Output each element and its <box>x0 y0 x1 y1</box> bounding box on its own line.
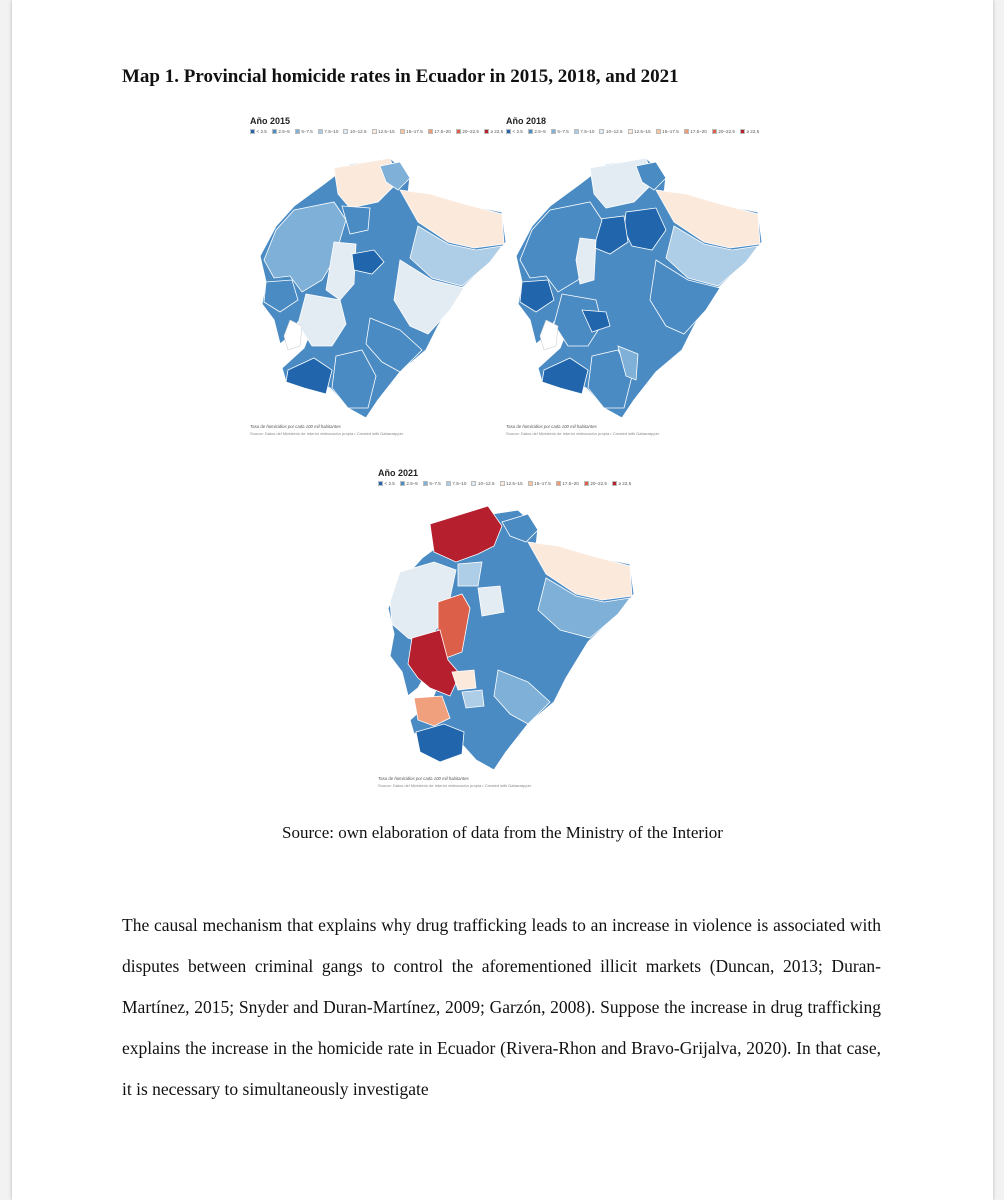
legend-swatch <box>428 129 433 134</box>
legend-swatch <box>628 129 633 134</box>
document-page <box>12 0 993 1200</box>
legend-item <box>343 129 366 134</box>
map-legend <box>506 129 768 134</box>
map-2015 <box>250 116 510 456</box>
province-loja <box>416 724 464 762</box>
legend-item <box>628 129 651 134</box>
legend-label: 20–22.5 <box>462 129 479 134</box>
legend-label: 10–12.5 <box>349 129 367 134</box>
legend-label: 2.5–5 <box>278 129 290 134</box>
legend-swatch <box>528 481 533 486</box>
map-note: Tasa de homicidios por cada 100 mil habitantes <box>250 424 341 429</box>
map-note: Tasa de homicidios por cada 100 mil habitantes <box>378 776 469 781</box>
legend-item <box>584 481 607 486</box>
legend-label: 15–17.5 <box>662 129 679 134</box>
legend-label: 20–22.5 <box>590 481 607 486</box>
legend-item <box>506 129 523 134</box>
legend-item <box>318 129 339 134</box>
legend-label: 7.5–10 <box>580 129 595 134</box>
legend-item <box>574 129 595 134</box>
map-legend <box>378 481 640 486</box>
legend-item <box>400 481 418 486</box>
legend-swatch <box>506 129 511 134</box>
legend-item <box>528 129 546 134</box>
legend-item <box>250 129 267 134</box>
map-title: Año 2021 <box>378 468 419 478</box>
legend-swatch <box>656 129 661 134</box>
ecuador-province-map <box>250 150 510 422</box>
map-note: Tasa de homicidios por cada 100 mil habitantes <box>506 424 597 429</box>
legend-item <box>400 129 423 134</box>
legend-item <box>295 129 313 134</box>
legend-label: 5–7.5 <box>557 129 569 134</box>
legend-item <box>528 481 551 486</box>
legend-swatch <box>712 129 717 134</box>
legend-swatch <box>400 481 405 486</box>
legend-item <box>740 129 759 134</box>
legend-swatch <box>574 129 579 134</box>
legend-swatch <box>295 129 300 134</box>
legend-swatch <box>551 129 556 134</box>
body-paragraph: The causal mechanism that explains why drug trafficking leads to an increase in violence is associated with disputes between criminal gangs to control the aforementioned illicit markets (Duncan, 2013; Duran-Martínez, 2015; Snyder and Duran-Martínez, 2009; Garzón, 2008). Suppose the increase in drug trafficking explains the increase in the homicide rate in Ecuador (Rivera-Rhon and Bravo-Grijalva, 2020). In that case, it is necessary to simultaneously investigate <box>122 915 881 1099</box>
ecuador-province-map <box>378 502 638 774</box>
legend-label: < 2.5 <box>384 481 395 486</box>
map-2021 <box>378 468 638 808</box>
legend-item <box>484 129 503 134</box>
legend-label: 12.5–15 <box>634 129 651 134</box>
legend-item <box>423 481 441 486</box>
legend-label: 7.5–10 <box>324 129 339 134</box>
province-cotopaxi <box>478 586 504 616</box>
legend-label: ≥ 22.5 <box>618 481 632 486</box>
province-canar <box>462 690 484 708</box>
legend-swatch <box>423 481 428 486</box>
legend-label: 2.5–5 <box>406 481 418 486</box>
legend-item <box>471 481 494 486</box>
legend-swatch <box>250 129 255 134</box>
legend-swatch <box>612 481 617 486</box>
legend-swatch <box>343 129 348 134</box>
legend-swatch <box>500 481 505 486</box>
legend-item <box>500 481 523 486</box>
map-title: Año 2015 <box>250 116 291 126</box>
legend-label: 17.5–20 <box>690 129 707 134</box>
legend-swatch <box>556 481 561 486</box>
legend-label: 7.5–10 <box>452 481 467 486</box>
legend-swatch <box>471 481 476 486</box>
legend-swatch <box>446 481 451 486</box>
legend-item <box>712 129 735 134</box>
legend-label: 10–12.5 <box>477 481 495 486</box>
legend-label: ≥ 22.5 <box>490 129 504 134</box>
legend-label: 5–7.5 <box>429 481 441 486</box>
legend-item <box>656 129 679 134</box>
legend-swatch <box>456 129 461 134</box>
legend-swatch <box>528 129 533 134</box>
legend-swatch <box>272 129 277 134</box>
map-title: Año 2018 <box>506 116 547 126</box>
legend-item <box>612 481 631 486</box>
legend-label: 20–22.5 <box>718 129 735 134</box>
legend-item <box>446 481 467 486</box>
ecuador-province-map <box>506 150 766 422</box>
figure-caption: Source: own elaboration of data from the Ministry of the Interior <box>282 823 723 842</box>
legend-item <box>428 129 451 134</box>
legend-item <box>556 481 579 486</box>
legend-swatch <box>684 129 689 134</box>
legend-label: 12.5–15 <box>378 129 395 134</box>
figure-heading: Map 1. Provincial homicide rates in Ecuador in 2015, 2018, and 2021 <box>122 66 679 87</box>
legend-label: ≥ 22.5 <box>746 129 760 134</box>
legend-label: < 2.5 <box>256 129 267 134</box>
legend-swatch <box>318 129 323 134</box>
legend-label: 17.5–20 <box>562 481 579 486</box>
legend-item <box>599 129 622 134</box>
map-2018 <box>506 116 766 456</box>
legend-label: 17.5–20 <box>434 129 451 134</box>
map-credit: Source: Datos del Ministerio de Interior elaboración propia • Created with Datawrapper <box>506 431 660 436</box>
province-santo-domingo <box>458 562 482 586</box>
legend-item <box>456 129 479 134</box>
map-legend <box>250 129 512 134</box>
legend-label: 15–17.5 <box>406 129 423 134</box>
legend-item <box>372 129 395 134</box>
legend-label: < 2.5 <box>512 129 523 134</box>
legend-swatch <box>372 129 377 134</box>
legend-label: 15–17.5 <box>534 481 551 486</box>
legend-item <box>551 129 569 134</box>
legend-swatch <box>378 481 383 486</box>
legend-item <box>378 481 395 486</box>
legend-swatch <box>584 481 589 486</box>
legend-label: 12.5–15 <box>506 481 523 486</box>
legend-item <box>684 129 707 134</box>
legend-label: 10–12.5 <box>605 129 623 134</box>
legend-label: 5–7.5 <box>301 129 313 134</box>
legend-swatch <box>400 129 405 134</box>
legend-label: 2.5–5 <box>534 129 546 134</box>
province-los-rios <box>576 238 596 284</box>
map-credit: Source: Datos del Ministerio de Interior elaboración propia • Created with Datawrapper <box>250 431 404 436</box>
legend-item <box>272 129 290 134</box>
legend-swatch <box>740 129 745 134</box>
legend-swatch <box>484 129 489 134</box>
legend-swatch <box>599 129 604 134</box>
map-credit: Source: Datos del Ministerio de Interior elaboración propia • Created with Datawrapper <box>378 783 532 788</box>
